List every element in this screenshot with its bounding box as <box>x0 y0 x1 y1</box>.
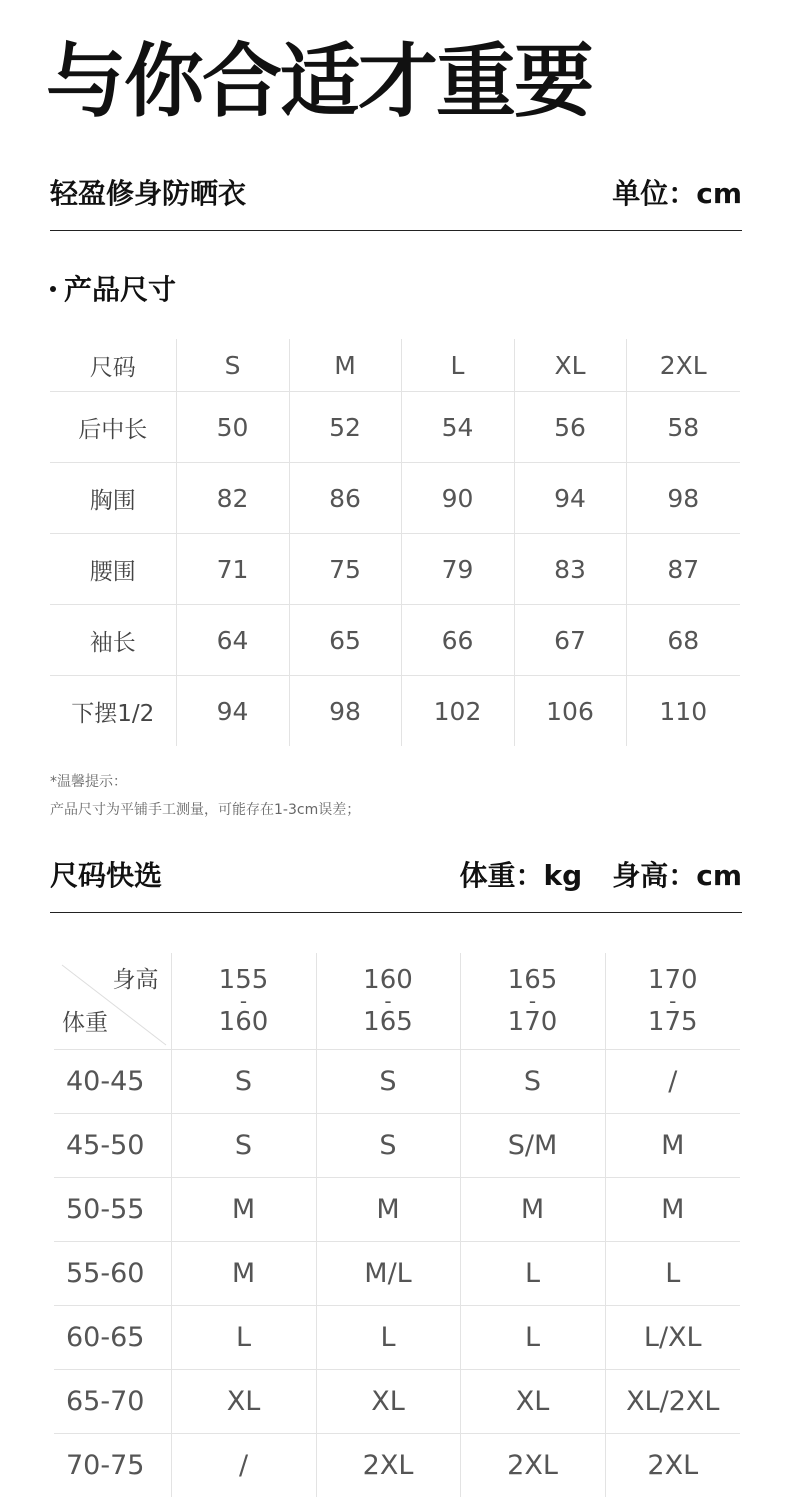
table-row <box>54 1178 740 1242</box>
quick-select-table <box>54 953 740 1497</box>
product-size-heading <box>50 268 176 308</box>
table-cell: L <box>316 1306 460 1370</box>
table-cell: XL/2XL <box>605 1370 740 1434</box>
bullet-icon <box>50 286 56 292</box>
height-to: 160 <box>218 1007 269 1037</box>
height-to: 165 <box>363 1007 413 1037</box>
table-cell: L <box>171 1306 316 1370</box>
weight-range: 50-55 <box>54 1178 171 1242</box>
table-row <box>54 1114 740 1178</box>
row-label: 腰围 <box>50 534 176 605</box>
quick-select-header <box>50 852 742 913</box>
table-cell: S <box>460 1050 605 1114</box>
tip-text: 产品尺寸为平铺手工测量，可能存在1-3cm误差； <box>50 802 361 818</box>
row-label: 后中长 <box>50 392 176 463</box>
table-cell: XL <box>171 1370 316 1434</box>
size-header: 2XL <box>626 339 740 392</box>
table-cell: M <box>316 1178 460 1242</box>
row-label: 下摆1/2 <box>50 676 176 747</box>
table-cell: 75 <box>289 534 401 605</box>
table-cell: 83 <box>514 534 626 605</box>
hero-title: 与你合适才重要 <box>46 35 592 128</box>
table-cell: XL <box>316 1370 460 1434</box>
table-cell: S <box>316 1050 460 1114</box>
size-table-header <box>50 339 740 392</box>
size-header-corner: 尺码 <box>50 339 176 392</box>
weight-range: 55-60 <box>54 1242 171 1306</box>
table-row <box>50 392 740 463</box>
table-cell: L <box>460 1242 605 1306</box>
table-cell: 64 <box>176 605 289 676</box>
weight-range: 45-50 <box>54 1114 171 1178</box>
table-cell: 54 <box>401 392 514 463</box>
table-cell: / <box>171 1434 316 1498</box>
corner-height-label: 身高 <box>112 967 159 993</box>
table-cell: L <box>460 1306 605 1370</box>
product-name: 轻盈修身防晒衣 <box>50 177 247 210</box>
table-row <box>54 1370 740 1434</box>
size-header: S <box>176 339 289 392</box>
tip-title: *温馨提示： <box>50 774 127 790</box>
table-cell: 67 <box>514 605 626 676</box>
table-cell: 2XL <box>647 1450 699 1481</box>
table-row <box>54 1434 740 1498</box>
table-cell: 71 <box>176 534 289 605</box>
table-row <box>50 676 740 747</box>
table-cell: 90 <box>401 463 514 534</box>
height-from: 165 <box>507 965 558 995</box>
height-range-header <box>460 953 605 1050</box>
table-cell: S <box>171 1114 316 1178</box>
height-range-header <box>605 953 740 1050</box>
range-dash: - <box>239 989 248 1013</box>
weight-range: 65-70 <box>54 1370 171 1434</box>
height-from: 155 <box>218 965 269 995</box>
table-cell: / <box>605 1050 740 1114</box>
table-cell: 102 <box>401 676 514 747</box>
height-unit-label: 身高：cm <box>612 859 742 892</box>
table-cell: 58 <box>626 392 740 463</box>
height-range-header <box>171 953 316 1050</box>
table-row <box>54 1306 740 1370</box>
table-cell: 98 <box>289 676 401 747</box>
range-dash: - <box>528 989 537 1013</box>
measurement-tip <box>50 768 360 824</box>
table-cell: 87 <box>626 534 740 605</box>
table-cell: 52 <box>289 392 401 463</box>
product-size-label: 产品尺寸 <box>64 273 177 306</box>
table-cell: 65 <box>289 605 401 676</box>
corner-weight-label: 体重 <box>62 1010 108 1036</box>
table-cell: 2XL <box>460 1434 605 1498</box>
table-cell: 79 <box>401 534 514 605</box>
weight-range: 60-65 <box>54 1306 171 1370</box>
size-header: M <box>289 339 401 392</box>
table-row <box>54 1242 740 1306</box>
table-cell: L <box>605 1242 740 1306</box>
table-cell: S <box>171 1050 316 1114</box>
row-label: 袖长 <box>50 605 176 676</box>
table-cell: 50 <box>176 392 289 463</box>
table-cell: 82 <box>176 463 289 534</box>
table-cell: 94 <box>514 463 626 534</box>
quick-select-title: 尺码快选 <box>50 859 163 892</box>
table-cell: 94 <box>176 676 289 747</box>
range-dash: - <box>669 989 677 1013</box>
height-from: 170 <box>647 965 698 995</box>
product-header <box>50 170 742 231</box>
weight-range: 40-45 <box>54 1050 171 1114</box>
table-cell: 68 <box>626 605 740 676</box>
size-table <box>50 339 740 746</box>
table-cell: M/L <box>316 1242 460 1306</box>
range-dash: - <box>384 989 392 1013</box>
table-cell: 98 <box>626 463 740 534</box>
height-to: 175 <box>647 1007 698 1037</box>
table-cell: M <box>460 1178 605 1242</box>
table-cell: L/XL <box>605 1306 740 1370</box>
table-cell: S/M <box>460 1114 605 1178</box>
table-cell: 2XL <box>316 1434 460 1498</box>
unit-label: 单位：cm <box>612 177 742 210</box>
row-label: 胸围 <box>50 463 176 534</box>
table-cell: 56 <box>514 392 626 463</box>
table-row <box>50 534 740 605</box>
table-cell: S <box>316 1114 460 1178</box>
table-cell: M <box>171 1242 316 1306</box>
table-row <box>50 463 740 534</box>
table-cell: 66 <box>401 605 514 676</box>
weight-unit-label: 体重：kg <box>459 859 583 892</box>
quick-select-units <box>430 854 742 894</box>
table-cell: 110 <box>659 696 708 726</box>
table-cell: XL <box>460 1370 605 1434</box>
table-cell: 106 <box>514 676 626 747</box>
table-row <box>50 605 740 676</box>
table-row <box>54 1050 740 1114</box>
quick-table-header <box>54 953 740 1050</box>
table-cell: M <box>605 1114 740 1178</box>
height-to: 170 <box>507 1007 558 1037</box>
size-header: XL <box>514 339 626 392</box>
table-cell: 86 <box>289 463 401 534</box>
height-range-header <box>316 953 460 1050</box>
table-cell: M <box>171 1178 316 1242</box>
quick-header-corner <box>54 953 171 1050</box>
table-cell: M <box>605 1178 740 1242</box>
height-from: 160 <box>363 965 413 995</box>
weight-range: 70-75 <box>54 1434 171 1498</box>
size-header: L <box>401 339 514 392</box>
